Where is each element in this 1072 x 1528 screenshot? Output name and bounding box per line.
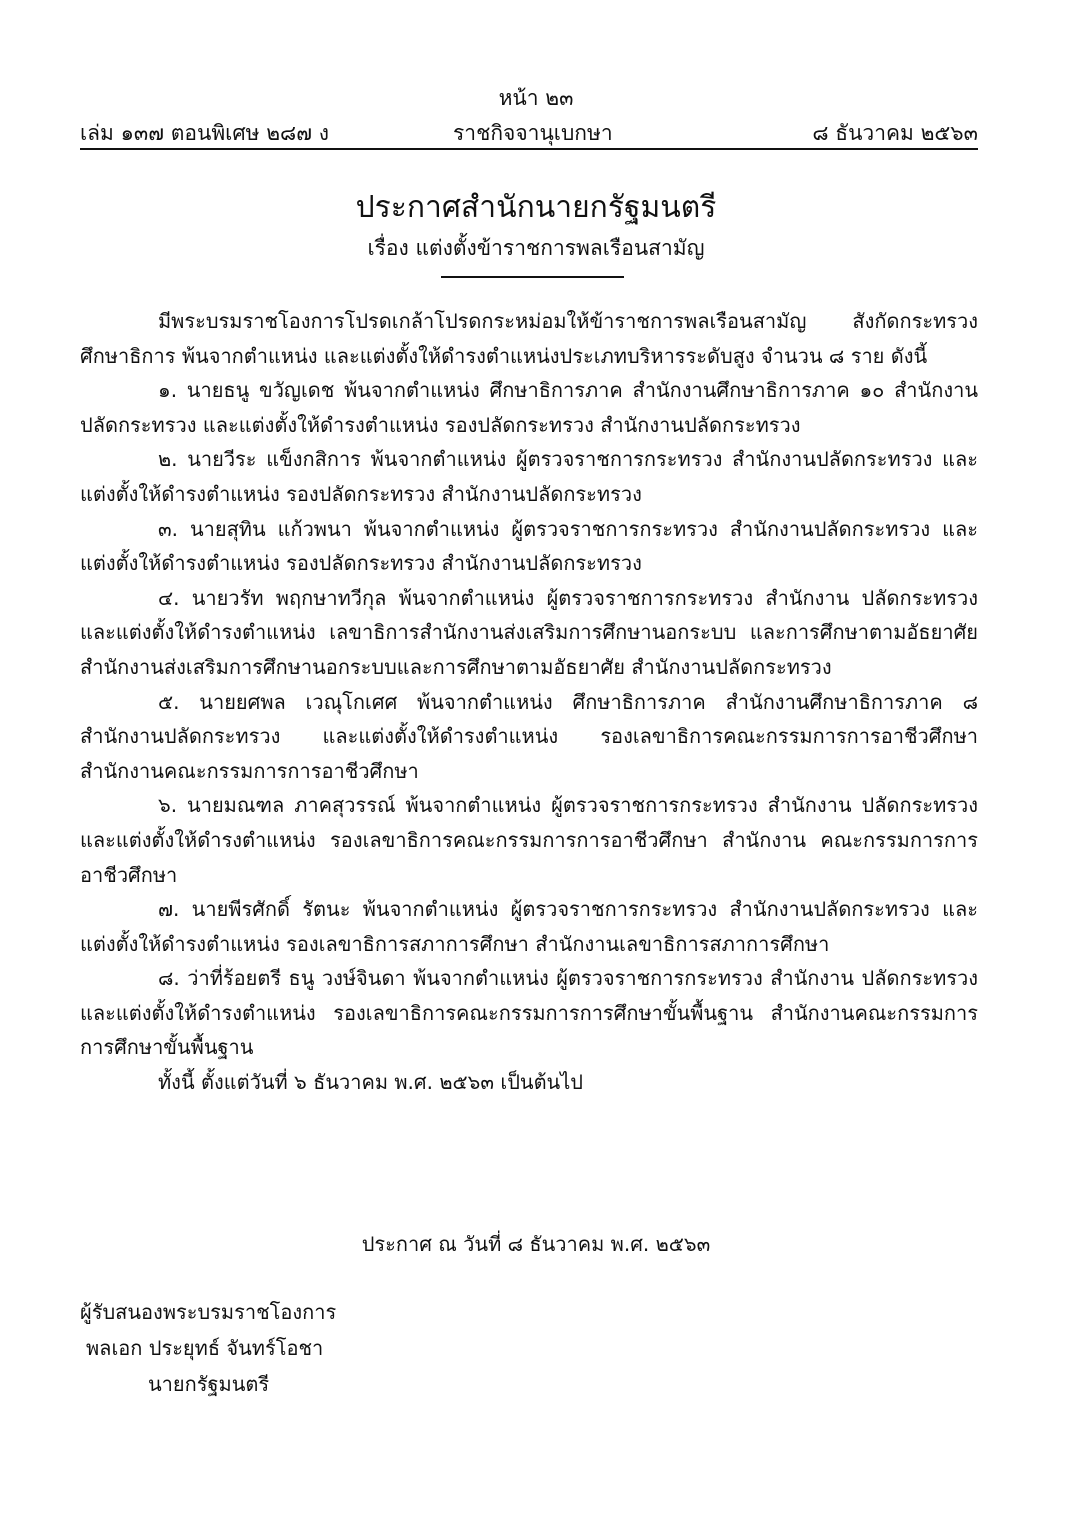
countersign-label: ผู้รับสนองพระบรมราชโองการ xyxy=(80,1300,337,1324)
document-title: ประกาศสำนักนายกรัฐมนตรี xyxy=(355,190,717,225)
effective-date: ทั้งนี้ ตั้งแต่วันที่ ๖ ธันวาคม พ.ศ. ๒๕๖๓ เป็นต้นไป xyxy=(158,1070,583,1095)
header-divider xyxy=(80,148,978,150)
gazette-name: ราชกิจจานุเบกษา xyxy=(453,121,613,145)
signatory-position: นายกรัฐมนตรี xyxy=(148,1372,270,1396)
appointment-item: ๑. นายธนู ขวัญเดช พ้นจากตำแหน่ง ศึกษาธิการภาค สำนักงานศึกษาธิการภาค ๑๐ สำนักงานปลัดกระทรวง และแต่งตั้งให้ดำรงตำแหน่ง รองปลัดกระทรวง สำนักงานปลัดกระทรวง xyxy=(80,378,978,437)
signature-block xyxy=(80,1294,336,1402)
document-body xyxy=(80,304,978,1100)
appointment-item: ๕. นายยศพล เวณุโกเศศ พ้นจากตำแหน่ง ศึกษาธิการภาค สำนักงานศึกษาธิการภาค ๘ สำนักงานปลัดกระทรวง และแต่งตั้งให้ดำรงตำแหน่ง รองเลขาธิการคณะกรรมการการอาชีวศึกษา สำนักงานคณะกรรมการการอาชีวศึกษา xyxy=(80,689,978,783)
appointment-item: ๒. นายวีระ แข็งกสิการ พ้นจากตำแหน่ง ผู้ตรวจราชการกระทรวง สำนักงานปลัดกระทรวง และแต่งตั้งให้ดำรงตำแหน่ง รองปลัดกระทรวง สำนักงานปลัดกระทรวง xyxy=(80,447,978,506)
signatory-name: พลเอก ประยุทธ์ จันทร์โอชา xyxy=(86,1336,324,1360)
appointment-item: ๖. นายมณฑล ภาคสุวรรณ์ พ้นจากตำแหน่ง ผู้ตรวจราชการกระทรวง สำนักงาน ปลัดกระทรวง และแต่งตั้งให้ดำรงตำแหน่ง รองเลขาธิการคณะกรรมการการอาชีวศึกษา สำนักงาน คณะกรรมการการอาชีวศึกษา xyxy=(80,793,978,887)
document-subject: เรื่อง แต่งตั้งข้าราชการพลเรือนสามัญ xyxy=(367,236,705,260)
gazette-date: ๘ ธันวาคม ๒๕๖๓ xyxy=(812,121,978,145)
page-number: หน้า ๒๓ xyxy=(498,86,574,110)
appointment-item: ๔. นายวรัท พฤกษาทวีกุล พ้นจากตำแหน่ง ผู้ตรวจราชการกระทรวง สำนักงาน ปลัดกระทรวง และแต่งตั้งให้ดำรงตำแหน่ง เลขาธิการสำนักงานส่งเสริมการศึกษานอกระบบ และการศึกษาตามอัธยาศัย สำนักงานส่งเสริมการศึกษานอกระบบและการศึกษาตามอัธยาศัย สำนักงานปลัดกระทรวง xyxy=(80,585,978,679)
appointment-item: ๓. นายสุทิน แก้วพนา พ้นจากตำแหน่ง ผู้ตรวจราชการกระทรวง สำนักงานปลัดกระทรวง และแต่งตั้งให้ดำรงตำแหน่ง รองปลัดกระทรวง สำนักงานปลัดกระทรวง xyxy=(80,516,978,576)
appointment-item: ๗. นายพีรศักดิ์ รัตนะ พ้นจากตำแหน่ง ผู้ตรวจราชการกระทรวง สำนักงานปลัดกระทรวง และแต่งตั้งให้ดำรงตำแหน่ง รองเลขาธิการสภาการศึกษา สำนักงานเลขาธิการสภาการศึกษา xyxy=(80,897,978,956)
appointment-item: ๘. ว่าที่ร้อยตรี ธนู วงษ์จินดา พ้นจากตำแหน่ง ผู้ตรวจราชการกระทรวง สำนักงาน ปลัดกระทรวง และแต่งตั้งให้ดำรงตำแหน่ง รองเลขาธิการคณะกรรมการการศึกษาขั้นพื้นฐาน สำนักงานคณะกรรมการการศึกษาขั้นพื้นฐาน xyxy=(80,966,978,1060)
proclamation-date: ประกาศ ณ วันที่ ๘ ธันวาคม พ.ศ. ๒๕๖๓ xyxy=(361,1232,711,1256)
gazette-header xyxy=(80,117,978,147)
intro-paragraph: มีพระบรมราชโองการโปรดเกล้าโปรดกระหม่อมให้ข้าราชการพลเรือนสามัญ สังกัดกระทรวงศึกษาธิการ พ้นจากตำแหน่ง และแต่งตั้งให้ดำรงตำแหน่งประเภทบริหารระดับสูง จำนวน ๘ ราย ดังนี้ xyxy=(80,309,978,368)
title-divider xyxy=(441,276,624,278)
volume-info: เล่ม ๑๓๗ ตอนพิเศษ ๒๘๗ ง xyxy=(80,121,329,145)
